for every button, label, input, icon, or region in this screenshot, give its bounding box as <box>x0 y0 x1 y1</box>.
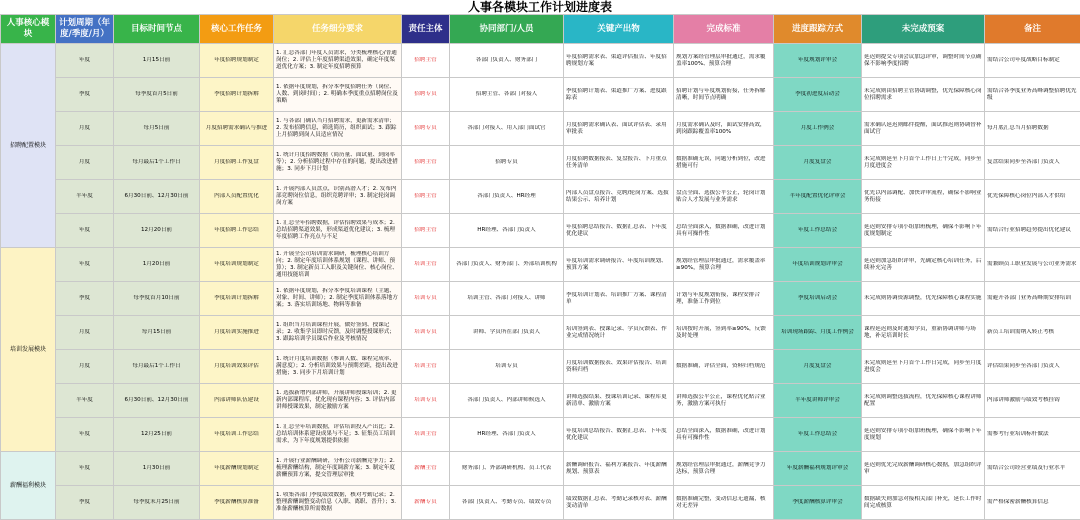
cell-track: 年度工作总结会 <box>774 418 862 452</box>
cell-coop: 各部门负责人、财务部门、外部培训机构 <box>450 248 564 282</box>
cell-node: 6月30日前、12月30日前 <box>114 180 200 214</box>
cell-output: 年度招聘总结报告、数据汇总表、下年度优化建议 <box>564 214 674 248</box>
cell-node: 每季度首月5日前 <box>114 78 200 112</box>
table-row <box>1 350 1080 384</box>
cell-period: 年度 <box>56 44 114 78</box>
cell-output: 培训签到表、授课记录、学员反馈表、作业完成情况统计 <box>564 316 674 350</box>
cell-task: 月度招聘工作复盘 <box>200 146 274 180</box>
table-row <box>1 452 1080 486</box>
cell-coop: 讲师、学员所在部门负责人 <box>450 316 564 350</box>
cell-node: 每月最后1个工作日 <box>114 350 200 384</box>
cell-coop: 招聘专员 <box>450 146 564 180</box>
cell-period: 季度 <box>56 78 114 112</box>
cell-owner: 培训主管 <box>402 418 450 452</box>
cell-coop: HR经理、各部门负责人 <box>450 214 564 248</box>
cell-plan: 延迟则安排专项小组加班梳理，确保不影响下年度规划 <box>862 418 985 452</box>
cell-output: 季度培训计划表、培训推广方案、课程清单 <box>564 282 674 316</box>
cell-note: 新员工培训需纳入转正考核 <box>985 316 1080 350</box>
cell-owner: 培训专员 <box>402 384 450 418</box>
cell-std: 月度需求确认及时，面试安排高效，到岗跟踪覆盖率100% <box>674 112 774 146</box>
table-row <box>1 180 1080 214</box>
cell-coop: 招聘主管、各部门对接人 <box>450 78 564 112</box>
cell-track: 季度初进度启动会 <box>774 78 862 112</box>
cell-task: 年度招聘工作总结 <box>200 214 274 248</box>
cell-track: 年度规划评审会 <box>774 44 862 78</box>
cell-period: 年度 <box>56 248 114 282</box>
cell-output: 薪酬调研报告、福利方案报告、年度薪酬规划、预算表 <box>564 452 674 486</box>
table-row <box>1 44 1080 78</box>
cell-std: 总结全面深入，数据准确，改进计划具有可操作性 <box>674 214 774 248</box>
cell-output: 年度培训需求调研报告、年度培训规划、预算方案 <box>564 248 674 282</box>
cell-owner: 招聘专员 <box>402 78 450 112</box>
cell-coop: 各部门负责人、内部讲师候选人 <box>450 384 564 418</box>
cell-plan: 延迟则安排专项小组加班梳理，确保不影响下年度规划制定 <box>862 214 985 248</box>
cell-std: 数据准确无误，问题分析到位，改进措施可行 <box>674 146 774 180</box>
cell-node: 每月15日前 <box>114 316 200 350</box>
module-cell: 薪酬福利模块 <box>1 452 56 520</box>
cell-detail: 1. 与各部门确认当月招聘需求，更新需求清单；2. 发布招聘信息，筛选简历，组织面试；3. 跟踪上月招聘到岗人员适应情况 <box>274 112 402 146</box>
header-track: 进度跟踪方式 <box>774 15 862 44</box>
table-row <box>1 146 1080 180</box>
table-header-row <box>1 15 1080 44</box>
table-row <box>1 316 1080 350</box>
cell-task: 月度招聘需求确认与推进 <box>200 112 274 146</box>
cell-track: 半年度配置优化评审会 <box>774 180 862 214</box>
header-coop: 协同部门/人员 <box>450 15 564 44</box>
cell-track: 季度培训启动会 <box>774 282 862 316</box>
cell-task: 年度薪酬规划制定 <box>200 452 274 486</box>
cell-period: 年度 <box>56 214 114 248</box>
cell-plan: 未完成则由招聘主管协助调整，优先保障核心岗位招聘需求 <box>862 78 985 112</box>
cell-owner: 培训主管 <box>402 350 450 384</box>
cell-detail: 1. 开展全公司培训需求调研，梳理核心培训方向；2. 制定年度培训体系规划（课程、讲师、预算）；3. 制定新员工入职及关键岗位、核心岗位、通用技能培训 <box>274 248 402 282</box>
cell-output: 月度招聘数据报表、复盘报告、下月重点任务清单 <box>564 146 674 180</box>
cell-coop: 各部门负责人、财务部门 <box>450 44 564 78</box>
cell-std: 规划经管理层审批通过，薪酬竞争力达标，预算合理 <box>674 452 774 486</box>
cell-plan: 延迟则提交专项会议加急评审，调整时间节点确保不影响季度招聘 <box>862 44 985 78</box>
cell-note: 需严格保密薪酬核算信息 <box>985 486 1080 520</box>
cell-owner: 招聘专员 <box>402 112 450 146</box>
cell-plan: 未完成则延至下月首个工作日上午完成，同步至月度进度会 <box>862 146 985 180</box>
table-row <box>1 282 1080 316</box>
cell-plan: 未完成则延至下月首个工作日完成，同步至月度进度会 <box>862 350 985 384</box>
cell-period: 月度 <box>56 316 114 350</box>
cell-plan: 延迟则优先完成薪酬调研核心数据，加急组织评审 <box>862 452 985 486</box>
table-row <box>1 112 1080 146</box>
cell-plan: 未完成则调整选拔流程，优先保障核心课程讲师配置 <box>862 384 985 418</box>
cell-task: 季度薪酬核算准备 <box>200 486 274 520</box>
cell-coop: 培训专员 <box>450 350 564 384</box>
cell-detail: 1. 统计月度培训数据（参训人数、课程完成率、满意度）；2. 分析培训效果与预期差距，提出改进措施；3. 同步下月培训计划 <box>274 350 402 384</box>
header-node: 目标时间节点 <box>114 15 200 44</box>
cell-detail: 1. 开展行业薪酬调研，分析公司薪酬竞争力；2. 梳理薪酬结构，制定年度调薪方案；3. 制定年度薪酬预算方案，提交管理层审批 <box>274 452 402 486</box>
cell-track: 半年度讲师评审会 <box>774 384 862 418</box>
cell-note: 需参考行业培训标杆做法 <box>985 418 1080 452</box>
cell-node: 每月5日前 <box>114 112 200 146</box>
cell-task: 季度招聘计划拆解 <box>200 78 274 112</box>
cell-note: 优先保障核心岗位内部人才供给 <box>985 180 1080 214</box>
header-note: 备注 <box>985 15 1080 44</box>
cell-plan: 延迟则加急组织评审，先确定核心培训任务，后续补充完善 <box>862 248 985 282</box>
cell-owner: 培训专员 <box>402 282 450 316</box>
cell-track: 年度培训规划评审会 <box>774 248 862 282</box>
module-cell: 招聘配置模块 <box>1 44 56 248</box>
table-row <box>1 486 1080 520</box>
cell-track: 培训现场跟踪、月度工作例会 <box>774 316 862 350</box>
cell-track: 季度薪酬核算评审会 <box>774 486 862 520</box>
cell-std: 招聘计划与年度规划衔接，任务拆解清晰，时间节点明确 <box>674 78 774 112</box>
cell-owner: 招聘主管 <box>402 180 450 214</box>
header-detail: 任务细分要求 <box>274 15 402 44</box>
cell-task: 年度培训规划制定 <box>200 248 274 282</box>
cell-detail: 1. 选拔新增内部讲师，开展讲师授课培训；2. 更新内部课程库，优化现有课程内容；3. 评估内部讲师授课效果，制定激励方案 <box>274 384 402 418</box>
cell-detail: 1. 开展内部人员盘点，识别高潜人才；2. 发布内部竞聘岗位信息，组织竞聘评审；3. 制定轮岗调岗方案 <box>274 180 402 214</box>
cell-period: 季度 <box>56 282 114 316</box>
cell-task: 季度培训计划拆解 <box>200 282 274 316</box>
cell-note: 需结合行业招聘趋势提出优化建议 <box>985 214 1080 248</box>
cell-period: 半年度 <box>56 180 114 214</box>
header-std: 完成标准 <box>674 15 774 44</box>
table-row <box>1 248 1080 282</box>
cell-note: 内部讲师激励与绩效考核挂钩 <box>985 384 1080 418</box>
cell-owner: 招聘主管 <box>402 214 450 248</box>
table-row <box>1 214 1080 248</box>
cell-output: 季度招聘计划表、渠道推广方案、进度跟踪表 <box>564 78 674 112</box>
plan-table <box>0 14 1080 520</box>
cell-std: 培训按时开展，签到率≥90%，反馈及时处理 <box>674 316 774 350</box>
cell-node: 1月15日前 <box>114 44 200 78</box>
cell-std: 讲师选拔公平公正，课程优化贴合业务，激励方案可执行 <box>674 384 774 418</box>
cell-owner: 薪酬专员 <box>402 486 450 520</box>
cell-owner: 培训专员 <box>402 316 450 350</box>
cell-owner: 招聘主管 <box>402 146 450 180</box>
cell-coop: 培训主管、各部门对接人、讲师 <box>450 282 564 316</box>
cell-owner: 薪酬主管 <box>402 452 450 486</box>
header-task: 核心工作任务 <box>200 15 274 44</box>
cell-period: 月度 <box>56 146 114 180</box>
cell-period: 月度 <box>56 112 114 146</box>
cell-owner: 招聘主管 <box>402 44 450 78</box>
cell-track: 月度工作例会 <box>774 112 862 146</box>
cell-node: 12月25日前 <box>114 418 200 452</box>
cell-period: 月度 <box>56 350 114 384</box>
cell-node: 1月20日前 <box>114 248 200 282</box>
cell-note: 每月底汇总当月招聘数据 <box>985 112 1080 146</box>
cell-detail: 1. 收集各部门季度绩效数据，核对考勤记录；2. 整理薪酬调整变动信息（入职、离职、晋升）；3. 准备薪酬核算所需数据 <box>274 486 402 520</box>
cell-output: 月度招聘需求确认表、面试评估表、录用审批表 <box>564 112 674 146</box>
cell-task: 年度培训工作总结 <box>200 418 274 452</box>
cell-node: 12月20日前 <box>114 214 200 248</box>
cell-std: 规划方案经管理层审批通过，需求覆盖率100%、预算合理 <box>674 44 774 78</box>
cell-plan: 数据缺失则加急对接相关部门补充，延长工作时间完成核算 <box>862 486 985 520</box>
cell-task: 内部讲师队伍建设 <box>200 384 274 418</box>
cell-track: 月度复盘会 <box>774 146 862 180</box>
cell-output: 月度培训数据报表、效果评估报告、培训资料归档 <box>564 350 674 384</box>
header-plan: 未完成预案 <box>862 15 985 44</box>
cell-output: 绩效数据汇总表、考勤记录核对表、薪酬变动清单 <box>564 486 674 520</box>
table-row <box>1 78 1080 112</box>
cell-output: 年度培训总结报告、数据汇总表、下年度优化建议 <box>564 418 674 452</box>
cell-task: 内部人员配置优化 <box>200 180 274 214</box>
cell-detail: 1. 统计月度招聘数据（简历量、面试量、到岗率等）；2. 分析招聘过程中存在的问题，提出改进措施；3. 同步下月计划 <box>274 146 402 180</box>
cell-std: 数据准确完整，变动信息无遗漏，核对无差异 <box>674 486 774 520</box>
header-owner: 责任主体 <box>402 15 450 44</box>
cell-period: 年度 <box>56 418 114 452</box>
header-period: 计划周期（年度/季度/月） <box>56 15 114 44</box>
cell-output: 内部人员盘点报告、竞聘/轮岗方案、选拔结果公示、培养计划 <box>564 180 674 214</box>
cell-std: 数据准确，评估全面，资料归档规范 <box>674 350 774 384</box>
cell-node: 每季度末月25日前 <box>114 486 200 520</box>
cell-detail: 1. 汇总全年招聘数据，评估招聘效果与成本；2. 总结招聘渠道效果，形成渠道优化建议；3. 梳理年度招聘工作亮点与不足 <box>274 214 402 248</box>
cell-period: 年度 <box>56 452 114 486</box>
cell-std: 总结全面深入，数据准确，改进计划具有可操作性 <box>674 418 774 452</box>
page-title: 人事各模块工作计划进度表 <box>0 0 1080 14</box>
cell-plan: 未完成则协调资源调整，优先保障核心课程实施 <box>862 282 985 316</box>
cell-output: 讲师选拔结果、授课培训记录、课程库更新清单、激励方案 <box>564 384 674 418</box>
cell-detail: 1. 依据年度规划，拆分本季度培训课程（主题、对象、时间、讲师）；2. 制定季度培训体系落地方案；3. 落实培训场地、物料等准备 <box>274 282 402 316</box>
header-module: 人事核心模块 <box>1 15 56 44</box>
cell-plan: 优先以内部调配、加快评审流程，确保不影响业务衔接 <box>862 180 985 214</box>
cell-detail: 1. 组织当月培训课程开展，做好签到、授课记录；2. 收集学员即时反馈，及时调整授课形式；3. 跟踪培训学员课后作业及考核情况 <box>274 316 402 350</box>
cell-coop: 各部门负责人、HR经理 <box>450 180 564 214</box>
cell-track: 年度工作总结会 <box>774 214 862 248</box>
cell-period: 半年度 <box>56 384 114 418</box>
cell-note: 评估结果同步至各部门负责人 <box>985 350 1080 384</box>
cell-detail: 1. 汇总全年培训数据，评估培训投入产出比；2. 总结培训体系建设成果与不足；3. 征集员工培训需求，为下年度规划提供依据 <box>274 418 402 452</box>
cell-owner: 培训主管 <box>402 248 450 282</box>
cell-track: 年度薪酬福利规划评审会 <box>774 452 862 486</box>
cell-coop: 各部门负责人、考勤专员、绩效专员 <box>450 486 564 520</box>
header-output: 关键产出物 <box>564 15 674 44</box>
cell-node: 每季度首月10日前 <box>114 282 200 316</box>
cell-note: 需兼顾员工职业发展与公司业务需求 <box>985 248 1080 282</box>
cell-coop: 各部门对接人、用人部门面试官 <box>450 112 564 146</box>
table-row <box>1 418 1080 452</box>
cell-period: 季度 <box>56 486 114 520</box>
cell-coop: 财务部门、外部调研机构、员工代表 <box>450 452 564 486</box>
cell-track: 月度复盘会 <box>774 350 862 384</box>
cell-plan: 需求确认延迟则邮件提醒，面试推迟则协调替补面试官 <box>862 112 985 146</box>
cell-node: 1月30日前 <box>114 452 200 486</box>
cell-note: 需避开各部门业务高峰期安排培训 <box>985 282 1080 316</box>
cell-note: 需结合公司年度战略目标制定 <box>985 44 1080 78</box>
cell-note: 需结合公司经营业绩及行业水平 <box>985 452 1080 486</box>
cell-detail: 1. 依据年度规划，拆分本季度招聘任务（岗位、人数、到岗时间）；2. 明确本季度重点招聘岗位及策略 <box>274 78 402 112</box>
cell-task: 年度招聘规划制定 <box>200 44 274 78</box>
cell-std: 规划经管理层审批通过，需求覆盖率≥90%，预算合理 <box>674 248 774 282</box>
cell-task: 月度培训效果评估 <box>200 350 274 384</box>
cell-task: 月度培训实施推进 <box>200 316 274 350</box>
cell-coop: HR经理、各部门负责人 <box>450 418 564 452</box>
cell-note: 复盘结果同步至各部门负责人 <box>985 146 1080 180</box>
cell-note: 需结合各季度业务高峰调整招聘优先级 <box>985 78 1080 112</box>
cell-plan: 课程延迟则及时通知学员，重新协调讲师与场地，补足培训时长 <box>862 316 985 350</box>
cell-output: 年度招聘需求表、渠道评估报告、年度招聘规划方案 <box>564 44 674 78</box>
cell-detail: 1. 汇总各部门年度人员需求，分类梳理核心/普通岗位；2. 评估上年度招聘渠道效果，确定年度渠道优化方案；3. 制定年度招聘预算 <box>274 44 402 78</box>
table-row <box>1 384 1080 418</box>
cell-node: 6月30日前、12月30日前 <box>114 384 200 418</box>
cell-std: 计划与年度规划衔接，课程安排合理，准备工作到位 <box>674 282 774 316</box>
cell-node: 每月最后1个工作日 <box>114 146 200 180</box>
cell-std: 盘点全面、选拔公平公正，轮岗计划贴合人才发展与业务需求 <box>674 180 774 214</box>
module-cell: 培训发展模块 <box>1 248 56 452</box>
